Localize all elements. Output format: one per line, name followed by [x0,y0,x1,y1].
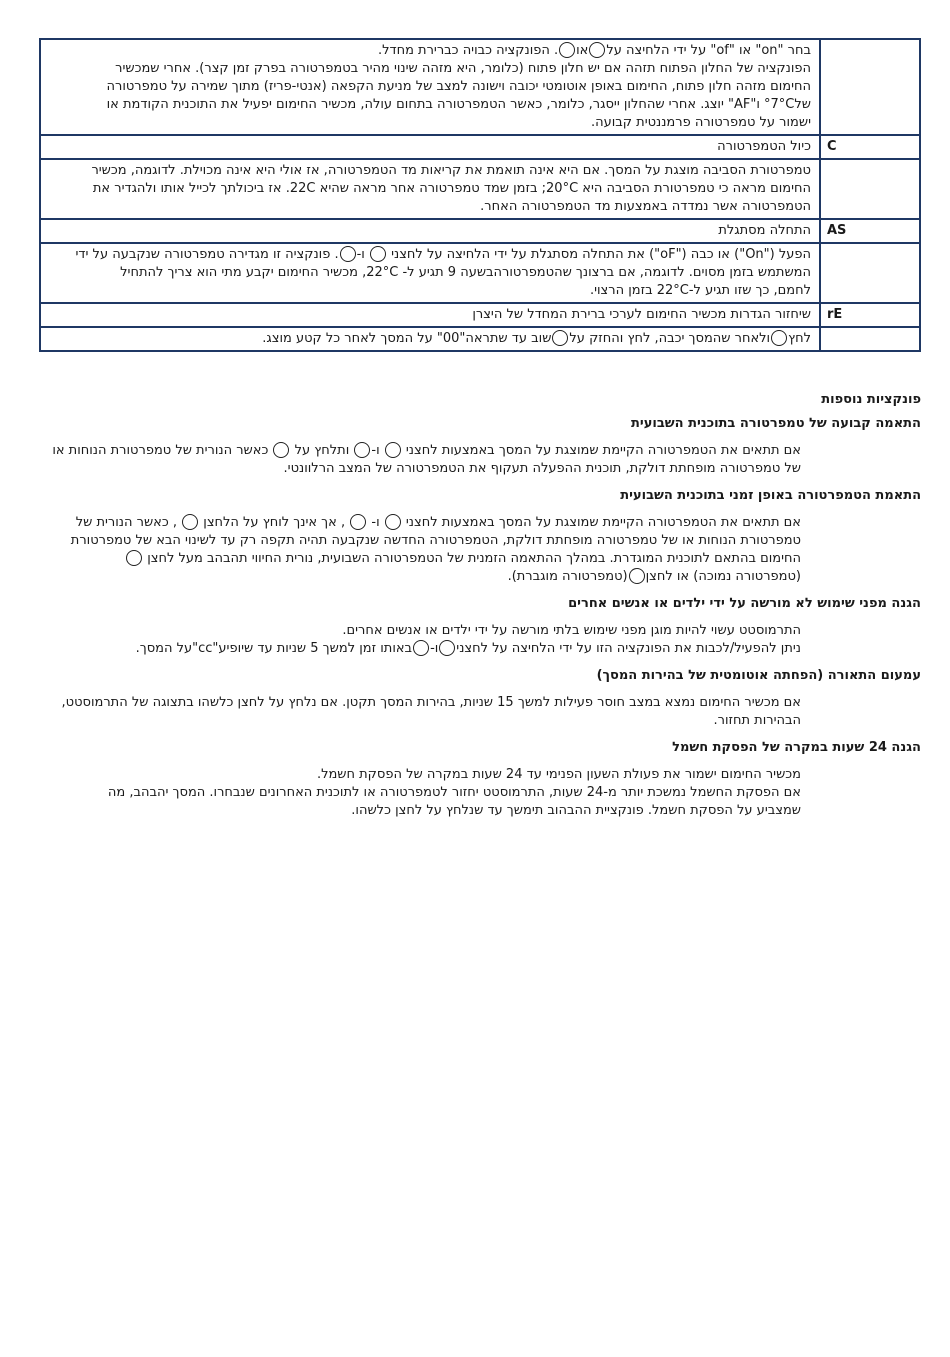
row-description [40,219,820,243]
row-description [40,327,820,351]
text-line: המשתמש בזמן מסוים. לדוגמה, אם ברצונך שהטמפרטורהבשעה 9 תגיע ל- 22°C, מכשיר החימום יקבע מתי הוא צריך להתחיל [120,265,811,280]
button-circle-icon [771,330,787,346]
text-line: לחמם, כך שזו תגיע ל-22°C בזמן הרצוי. [589,283,811,298]
button-circle-icon [385,514,401,530]
text-line: אם מכשיר החימום נמצא במצב חוסר פעילות למשך 15 שניות, בהירות המסך תקטן. אם נלחץ על לחצן כלשהו בתצוגה של התרמוסטט, [61,695,801,710]
text-line: החימום מזהה חלון פתוח, החימום באופן אוטומטי יכובה וישונה למצב של מניעת הקפאה (אנטי-פריז) מתוך שמירה על טמפרטורה [106,79,811,94]
section-body-temporary-adjustment [36,514,801,586]
button-circle-icon [439,640,455,656]
row-description [40,159,820,219]
text-line: אם תתאים את הטמפרטורה הקיימת שמוצגת על המסך באמצעות לחצני ו- ותלחץ על כאשר הנורית של טמפרטורת הנוחות או [52,443,801,458]
text-line: ישמור על טמפרטורה פרמננטית קבועה. [590,115,811,130]
text-line: אם הפסקת החשמל נמשכת יותר מ-24 שעות, התרמוסטט יחזור לטמפרטורה או לתוכנית האחרונים שנבחרו. המסך יהבהב, מה [107,785,801,800]
settings-table [39,38,921,352]
table-row [40,303,920,327]
button-circle-icon [559,42,575,58]
row-description [40,243,820,303]
button-circle-icon [370,246,386,262]
table-row [40,219,920,243]
text-line: כיול הטמפרטורה [717,139,811,154]
text-line: של טמפרטורה מופחתת דולקת, תוכנית ההפעלה תעקוף את הטמפרטורה של המצב הרלוונטי. [283,461,801,476]
text-line: (טמפרטורה נמוכה) או לחצן(טמפרטורה מוגברת). [507,569,801,584]
text-line: ניתן להפעיל/לכבות את הפונקציה הזו על ידי הלחיצה על לחצניו-באותו זמן למשך 5 שניות עד שיופיע"cc"על המסך. [135,641,801,656]
button-circle-icon [385,442,401,458]
additional-functions [36,390,921,828]
row-code: AS [820,219,920,243]
button-circle-icon [126,550,142,566]
text-line: התחלה מסתגלת [718,223,811,238]
row-code [820,243,920,303]
section-body-power-outage [36,766,801,820]
table-row [40,327,920,351]
button-circle-icon [589,42,605,58]
table-row [40,243,920,303]
row-description [40,39,820,135]
row-code: rE [820,303,920,327]
button-circle-icon [354,442,370,458]
button-circle-icon [350,514,366,530]
button-circle-icon [182,514,198,530]
row-code [820,159,920,219]
text-line: שיחזור הגדרות מכשיר החימום לערכי ברירת המחדל של היצרן [472,307,811,322]
text-line: אם תתאים את הטמפרטורה הקיימת שמוצגת על המסך באמצעות לחצני ו- , אך אינך לוחץ על הלחצן , כאשר הנורית של [75,515,801,530]
text-line: שמצביע על הפסקת חשמל. פונקציית ההבהוב תימשך עד שנלחץ על לחצן כלשהו. [351,803,801,818]
text-line: התרמוסטט עשוי להיות מוגן מפני שימוש בלתי מורשה על ידי ילדים או אנשים אחרים. [342,623,801,638]
row-description [40,135,820,159]
text-line: החימום מראה כי טמפרטורת הסביבה היא 20°C; בזמן שמד טמפרטורה אחר מראה שהיא 22C. אז ביכולתך לכייל אותו ולהגדיר את [92,181,811,196]
table-row [40,39,920,135]
row-code [820,327,920,351]
text-line: טמפרטורת הנוחות או של טמפרטורה מופחתת דולקת, הטמפרטורה החדשה שנקבעה תהיה תקפה רק עד לשינוי הבא של טמפרטורת [70,533,801,548]
row-code: C [820,135,920,159]
section-body-dimming [36,694,801,730]
text-line: הבהירות תחזור. [713,713,801,728]
text-line: טמפרטורת הסביבה מוצגת על המסך. אם היא אינה תואמת את קריאות מד הטמפרטורה, אז אולי היא אינה מכוילת. לדוגמה, מכשיר [91,163,811,178]
section-heading-dimming: עמעום התאורה (הפחתה אוטומטית של בהירות המסך) [596,668,921,683]
section-heading-power-outage: הגנה 24 שעות במקרה של הפסקת חשמל [672,740,921,755]
section-heading-permanent-adjustment: התאמה קבועה של טמפרטורה בתוכנית השבועית [631,416,921,431]
text-line: לחץולאחר שהמסך יכבה, לחץ והחזק עלשוב עד שתראה"00" על המסך לאחר כל קטע מוצג. [262,331,811,346]
text-line: הטמפרטורה אשר נמדדה באמצעות מד הטמפרטורה האחר. [480,199,811,214]
text-line: החימום בהתאם לתוכנית המוגדרת. במהלך ההתאמה הזמנית של הטמפרטורה השבועית, נורית החיווי תהבהב מעל לחצן [36,550,801,568]
button-circle-icon [273,442,289,458]
section-heading-temporary-adjustment: התאמת הטמפרטורה באופן זמני בתוכנית השבועית [620,488,921,503]
main-heading: פונקציות נוספות [821,392,921,407]
text-line: הפונקציה של החלון הפתוח תזהה אם יש חלון פתוח (כלומר, היא מזהה שינוי מהיר בטמפרטורה בפרק זמן קצר). אחרי שמכשיר [115,61,811,76]
row-code [820,39,920,135]
table-row [40,135,920,159]
text-line: הפעל ("On") או כבה ("oF") את התחלה מסתגלת על ידי הלחיצה על לחצני ו-. פונקציה זו מגדירה טמפרטורה שנקבעה על ידי [75,247,811,262]
text-line: בחר "on" או "of" על ידי הלחיצה עלאו. הפונקציה כבויה כברירת מחדל. [377,43,811,58]
table-row [40,159,920,219]
section-body-permanent-adjustment [36,442,801,478]
button-circle-icon [629,568,645,584]
row-description [40,303,820,327]
button-circle-icon [552,330,568,346]
text-line: מכשיר החימום ישמור את פעולת השעון הפנימי עד 24 שעות במקרה של הפסקת חשמל. [316,767,801,782]
button-circle-icon [413,640,429,656]
button-circle-icon [340,246,356,262]
section-heading-child-lock: הגנה מפני שימוש לא מורשה על ידי ילדים או אנשים אחרים [568,596,921,611]
section-body-child-lock [36,622,801,658]
text-line: של7°C° ו"AF" יוצג. אחרי שהחלון ייסגר, כלומר, כאשר הטמפרטורה בתחום עולה, מכשיר החימום יפעיל את התוכנית הקודמת או [106,97,811,112]
